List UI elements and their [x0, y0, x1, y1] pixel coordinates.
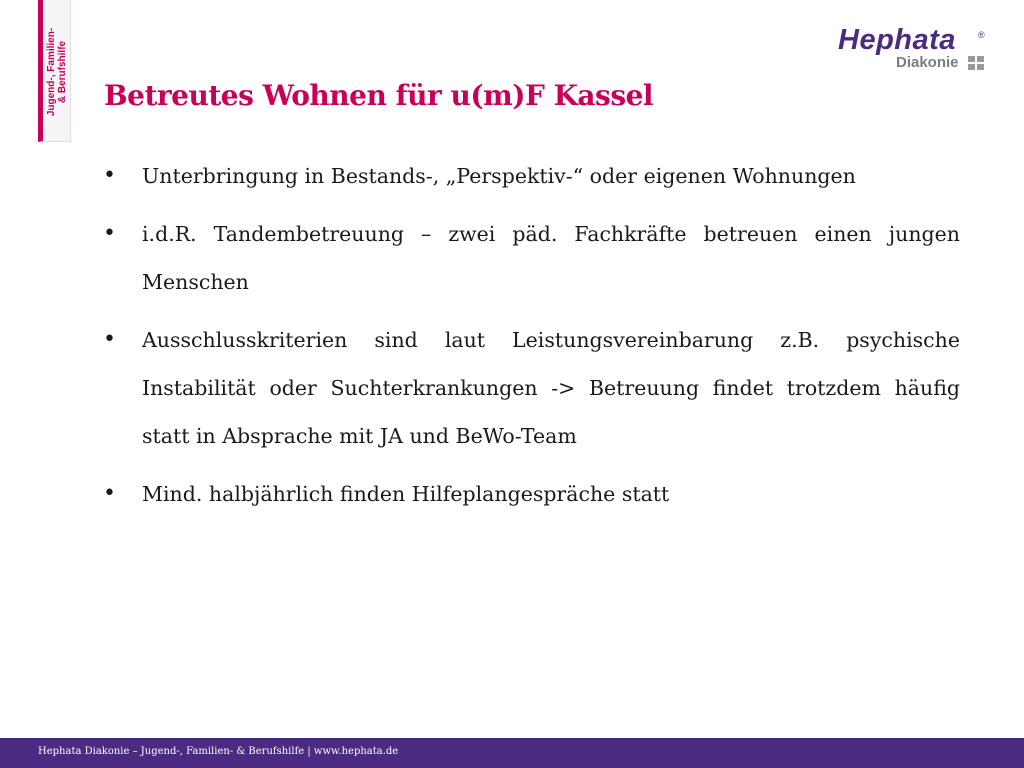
bullet-text: i.d.R. Tandembetreuung – zwei päd. Fachkräfte betreuen einen jungen Menschen [142, 222, 960, 294]
bullet-icon: • [103, 327, 116, 352]
bullet-icon: • [103, 481, 116, 506]
footer-text: Hephata Diakonie – Jugend-, Familien- & Berufshilfe | www.hephata.de [38, 746, 399, 757]
department-tab-label [46, 28, 68, 116]
bullet-item [100, 316, 960, 460]
bullet-icon: • [103, 163, 116, 188]
department-tab-line-2: & Berufshilfe [56, 40, 68, 104]
department-tab [38, 0, 71, 142]
bullet-item [100, 210, 960, 306]
slide-title: Betreutes Wohnen für u(m)F Kassel [104, 79, 654, 112]
bullet-text: Unterbringung in Bestands-, „Perspektiv-“ oder eigenen Wohnungen [142, 164, 856, 188]
bullet-item [100, 470, 960, 518]
diakonie-cross-icon [968, 56, 984, 70]
bullet-icon: • [103, 221, 116, 246]
logo-registered-mark: ® [978, 30, 985, 40]
logo-brand-text: Hephata [838, 24, 956, 56]
bullet-text: Ausschlusskriterien sind laut Leistungsvereinbarung z.B. psychische Instabilität oder Suchterkrankungen -> Betreuung findet trotzdem häufig statt in Absprache mit JA und BeWo-Team [142, 328, 960, 448]
department-tab-line-1: Jugend-, Familien- [45, 27, 57, 117]
bullet-list [100, 152, 960, 528]
bullet-text: Mind. halbjährlich finden Hilfeplangespräche statt [142, 482, 670, 506]
logo-sub-text: Diakonie [896, 54, 959, 71]
hephata-logo [838, 24, 988, 76]
footer-bar [0, 738, 1024, 768]
bullet-item [100, 152, 960, 200]
